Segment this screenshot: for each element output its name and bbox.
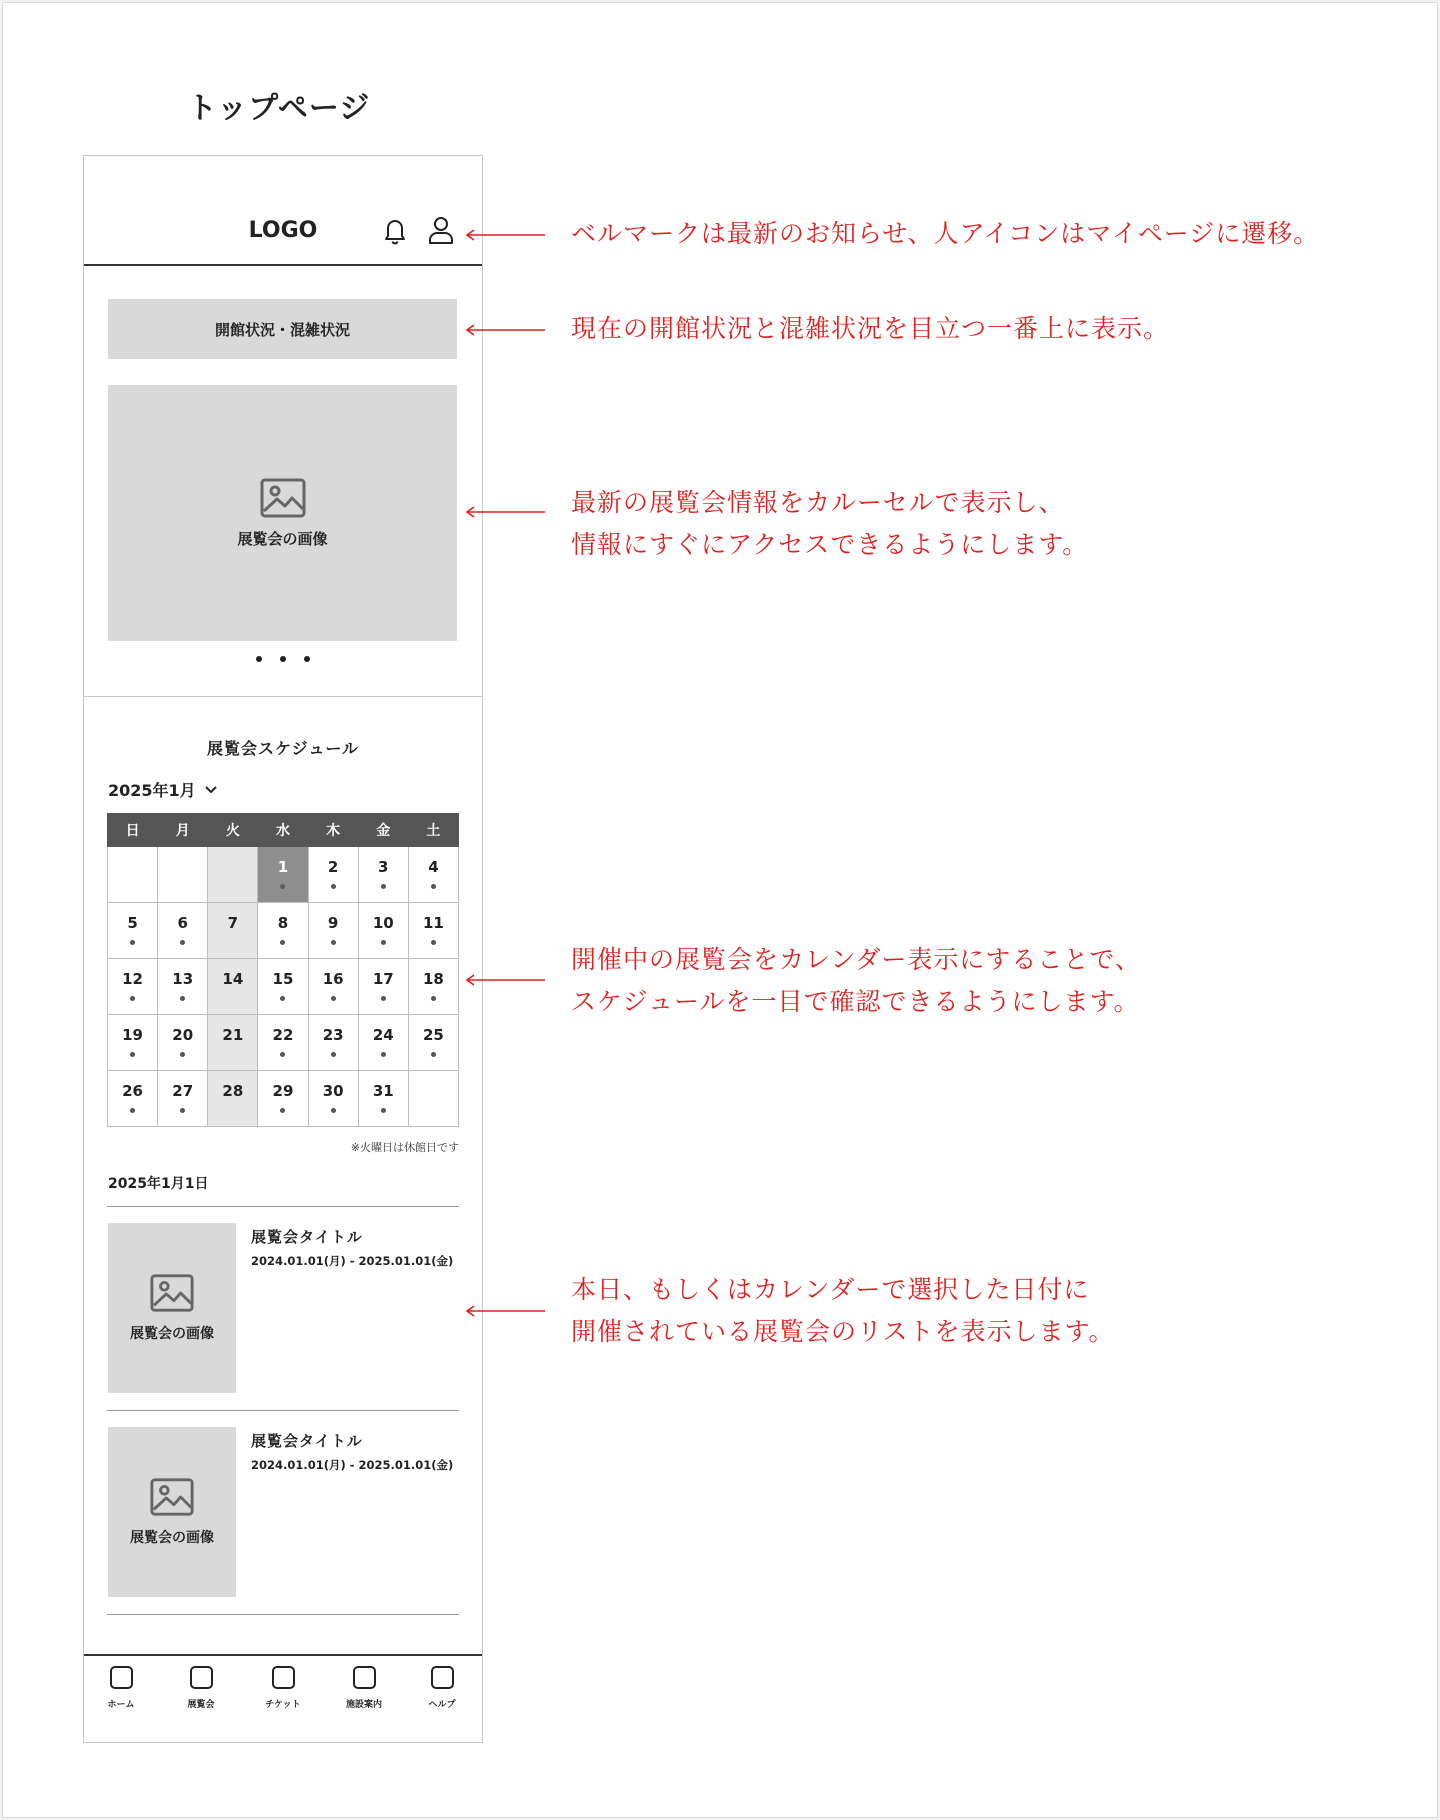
annotation-status-banner (571, 308, 1169, 350)
chevron-down-icon (204, 785, 218, 795)
day-number: 30 (322, 1082, 344, 1100)
day-number: 19 (122, 1026, 143, 1044)
nav-label: ヘルプ (428, 1700, 456, 1710)
calendar-day[interactable] (408, 847, 458, 903)
annotation-header-icons (571, 213, 1319, 255)
annotation-line: スケジュールを一目で確認できるようにします。 (571, 987, 1140, 1016)
annotation-line: ベルマークは最新のお知らせ、人アイコンはマイページに遷移。 (571, 219, 1320, 248)
annotation-line: 最新の展覧会情報をカルーセルで表示し、 (571, 488, 1065, 517)
event-dot (180, 1052, 185, 1057)
exhibition-icon (190, 1666, 213, 1689)
annotation-line: 情報にすぐにアクセスできるようにします。 (571, 530, 1089, 559)
event-dot (381, 884, 386, 889)
event-image (108, 1427, 236, 1597)
day-number: 21 (222, 1026, 244, 1044)
annotation-line: 開催されている展覧会のリストを表示します。 (571, 1317, 1115, 1346)
event-image (108, 1223, 236, 1393)
event-dot (130, 1052, 135, 1057)
day-number: 11 (422, 914, 444, 932)
calendar-day[interactable] (358, 903, 408, 959)
calendar-week (108, 847, 459, 903)
calendar-day[interactable] (158, 1071, 208, 1127)
nav-home[interactable] (86, 1666, 156, 1710)
weekday-header: 土 (408, 814, 458, 847)
annotation-line: 開催中の展覧会をカレンダー表示にすることで、 (571, 945, 1141, 974)
calendar-day[interactable] (358, 1015, 408, 1071)
nav-label: チケット (265, 1700, 301, 1710)
bell-icon[interactable] (379, 214, 411, 246)
nav-exhibitions[interactable] (166, 1666, 236, 1710)
nav-tickets[interactable] (248, 1666, 318, 1710)
weekday-header: 月 (158, 814, 208, 847)
event-dot (180, 996, 185, 1001)
status-banner-label: 開館状況・混雑状況 (214, 320, 350, 339)
logo[interactable]: LOGO (248, 218, 318, 243)
month-selector[interactable] (108, 778, 218, 801)
calendar-day[interactable] (208, 1071, 258, 1127)
exhibition-carousel[interactable] (108, 385, 457, 641)
home-icon (110, 1666, 133, 1689)
carousel-dot[interactable] (256, 656, 262, 662)
status-banner[interactable] (108, 299, 457, 359)
day-number: 23 (322, 1026, 344, 1044)
arrow-left-icon (465, 506, 545, 518)
arrow-left-icon (465, 974, 545, 986)
day-number: 18 (422, 970, 444, 988)
event-dot (381, 1108, 386, 1113)
weekday-header: 木 (308, 814, 358, 847)
day-number: 15 (272, 970, 294, 988)
calendar-day[interactable] (158, 959, 208, 1015)
day-number: 29 (272, 1082, 294, 1100)
closed-day-note: ※火曜日は休館日です (350, 1141, 459, 1154)
calendar-day[interactable] (108, 1015, 158, 1071)
event-dot (431, 996, 436, 1001)
calendar-day[interactable] (408, 1015, 458, 1071)
day-number: 10 (372, 914, 394, 932)
bottom-nav (84, 1654, 482, 1743)
event-dot (180, 1108, 185, 1113)
nav-label: 施設案内 (345, 1700, 382, 1710)
day-number: 13 (172, 970, 194, 988)
annotation-calendar (571, 939, 1141, 1023)
canvas (2, 2, 1438, 1818)
annotation-carousel (571, 482, 1088, 566)
nav-facility[interactable] (329, 1666, 399, 1710)
day-number: 31 (372, 1082, 394, 1100)
annotation-line: 現在の開館状況と混雑状況を目立つ一番上に表示。 (571, 314, 1170, 343)
event-dot (280, 1108, 285, 1113)
day-number: 4 (428, 858, 439, 876)
calendar-week (108, 959, 459, 1015)
calendar-empty-cell (408, 1071, 458, 1127)
event-dates: 2024.01.01(月) - 2025.01.01(金) (251, 1458, 454, 1472)
nav-label: ホーム (107, 1700, 135, 1710)
event-dot (431, 884, 436, 889)
event-dot (381, 940, 386, 945)
event-image-label: 展覧会の画像 (130, 1530, 214, 1546)
event-dot (280, 940, 285, 945)
help-icon (431, 1666, 454, 1689)
nav-help[interactable] (407, 1666, 477, 1710)
day-number: 9 (327, 914, 339, 932)
carousel-dot[interactable] (280, 656, 286, 662)
section-divider (84, 696, 482, 697)
carousel-indicators (84, 656, 482, 662)
event-dot (381, 1052, 386, 1057)
person-icon[interactable] (425, 214, 457, 246)
arrow-left-icon (465, 1305, 545, 1317)
nav-label: 展覧会 (187, 1700, 215, 1710)
event-dates: 2024.01.01(月) - 2025.01.01(金) (251, 1254, 454, 1268)
calendar-day[interactable] (408, 903, 458, 959)
day-number: 25 (422, 1026, 444, 1044)
calendar-day[interactable] (308, 1015, 358, 1071)
calendar-day[interactable] (208, 903, 258, 959)
calendar-day[interactable] (258, 959, 308, 1015)
event-title: 展覧会タイトル (251, 1432, 363, 1450)
app-header (84, 156, 482, 266)
calendar-day[interactable] (308, 1071, 358, 1127)
calendar-day[interactable] (108, 903, 158, 959)
calendar (107, 813, 459, 1127)
weekday-header: 水 (258, 814, 308, 847)
day-number: 5 (127, 914, 138, 932)
calendar-day[interactable] (358, 959, 408, 1015)
day-number: 7 (227, 914, 239, 932)
event-dot (280, 996, 285, 1001)
month-label: 2025年1月 (108, 781, 196, 800)
calendar-day[interactable] (258, 1071, 308, 1127)
day-number: 26 (122, 1082, 143, 1100)
event-dot (130, 940, 135, 945)
calendar-day[interactable] (108, 1071, 158, 1127)
calendar-week (108, 903, 459, 959)
calendar-week (108, 1071, 459, 1127)
weekday-header: 金 (358, 814, 408, 847)
weekday-header: 日 (108, 814, 158, 847)
calendar-day[interactable] (308, 903, 358, 959)
day-number: 2 (327, 858, 339, 876)
calendar-empty-cell (158, 847, 208, 903)
calendar-day[interactable] (158, 1015, 208, 1071)
calendar-day[interactable] (308, 847, 358, 903)
event-dot (130, 996, 135, 1001)
ticket-icon (272, 1666, 295, 1689)
calendar-day[interactable] (208, 959, 258, 1015)
event-dot (331, 1108, 336, 1113)
event-dot (431, 1052, 436, 1057)
annotation-event-list (571, 1269, 1115, 1353)
calendar-week (108, 1015, 459, 1071)
calendar-empty-cell (108, 847, 158, 903)
day-number: 20 (172, 1026, 194, 1044)
day-number: 27 (172, 1082, 194, 1100)
event-dot (331, 884, 336, 889)
day-number: 22 (272, 1026, 294, 1044)
calendar-day[interactable] (208, 1015, 258, 1071)
event-image-label: 展覧会の画像 (130, 1326, 214, 1342)
calendar-day[interactable] (108, 959, 158, 1015)
day-number: 17 (372, 970, 394, 988)
calendar-empty-cell (208, 847, 258, 903)
list-end-divider (107, 1614, 459, 1615)
image-icon (260, 478, 306, 518)
phone-mockup (83, 155, 483, 1743)
day-number: 6 (177, 914, 188, 932)
event-dot (331, 1052, 336, 1057)
calendar-day[interactable] (308, 959, 358, 1015)
day-number: 3 (378, 858, 389, 876)
annotation-line: 本日、もしくはカレンダーで選択した日付に (571, 1275, 1090, 1304)
arrow-left-icon (465, 229, 545, 241)
calendar-day[interactable] (258, 903, 308, 959)
facility-icon (353, 1666, 376, 1689)
event-dot (381, 996, 386, 1001)
image-icon (150, 1477, 194, 1517)
event-dot (280, 1052, 285, 1057)
calendar-day[interactable] (258, 847, 308, 903)
image-icon (150, 1273, 194, 1313)
day-number: 8 (277, 914, 289, 932)
day-number: 1 (277, 858, 289, 876)
selected-date-heading: 2025年1月1日 (108, 1176, 209, 1192)
event-title: 展覧会タイトル (251, 1228, 363, 1246)
calendar-day[interactable] (358, 847, 408, 903)
carousel-dot[interactable] (304, 656, 310, 662)
carousel-image-label: 展覧会の画像 (237, 529, 328, 548)
day-number: 16 (322, 970, 344, 988)
event-dot (280, 884, 285, 889)
event-dot (431, 940, 436, 945)
calendar-day[interactable] (408, 959, 458, 1015)
schedule-title: 展覧会スケジュール (206, 739, 360, 758)
event-card[interactable] (107, 1410, 459, 1615)
calendar-day[interactable] (358, 1071, 408, 1127)
day-number: 12 (122, 970, 143, 988)
calendar-day[interactable] (258, 1015, 308, 1071)
calendar-day[interactable] (158, 903, 208, 959)
event-dot (331, 940, 336, 945)
page-title: トップページ (187, 91, 371, 126)
weekday-header: 火 (208, 814, 258, 847)
event-dot (180, 940, 185, 945)
arrow-left-icon (465, 324, 545, 336)
event-dot (331, 996, 336, 1001)
day-number: 24 (372, 1026, 394, 1044)
day-number: 28 (222, 1082, 244, 1100)
event-dot (130, 1108, 135, 1113)
day-number: 14 (222, 970, 244, 988)
event-card[interactable] (107, 1206, 459, 1411)
